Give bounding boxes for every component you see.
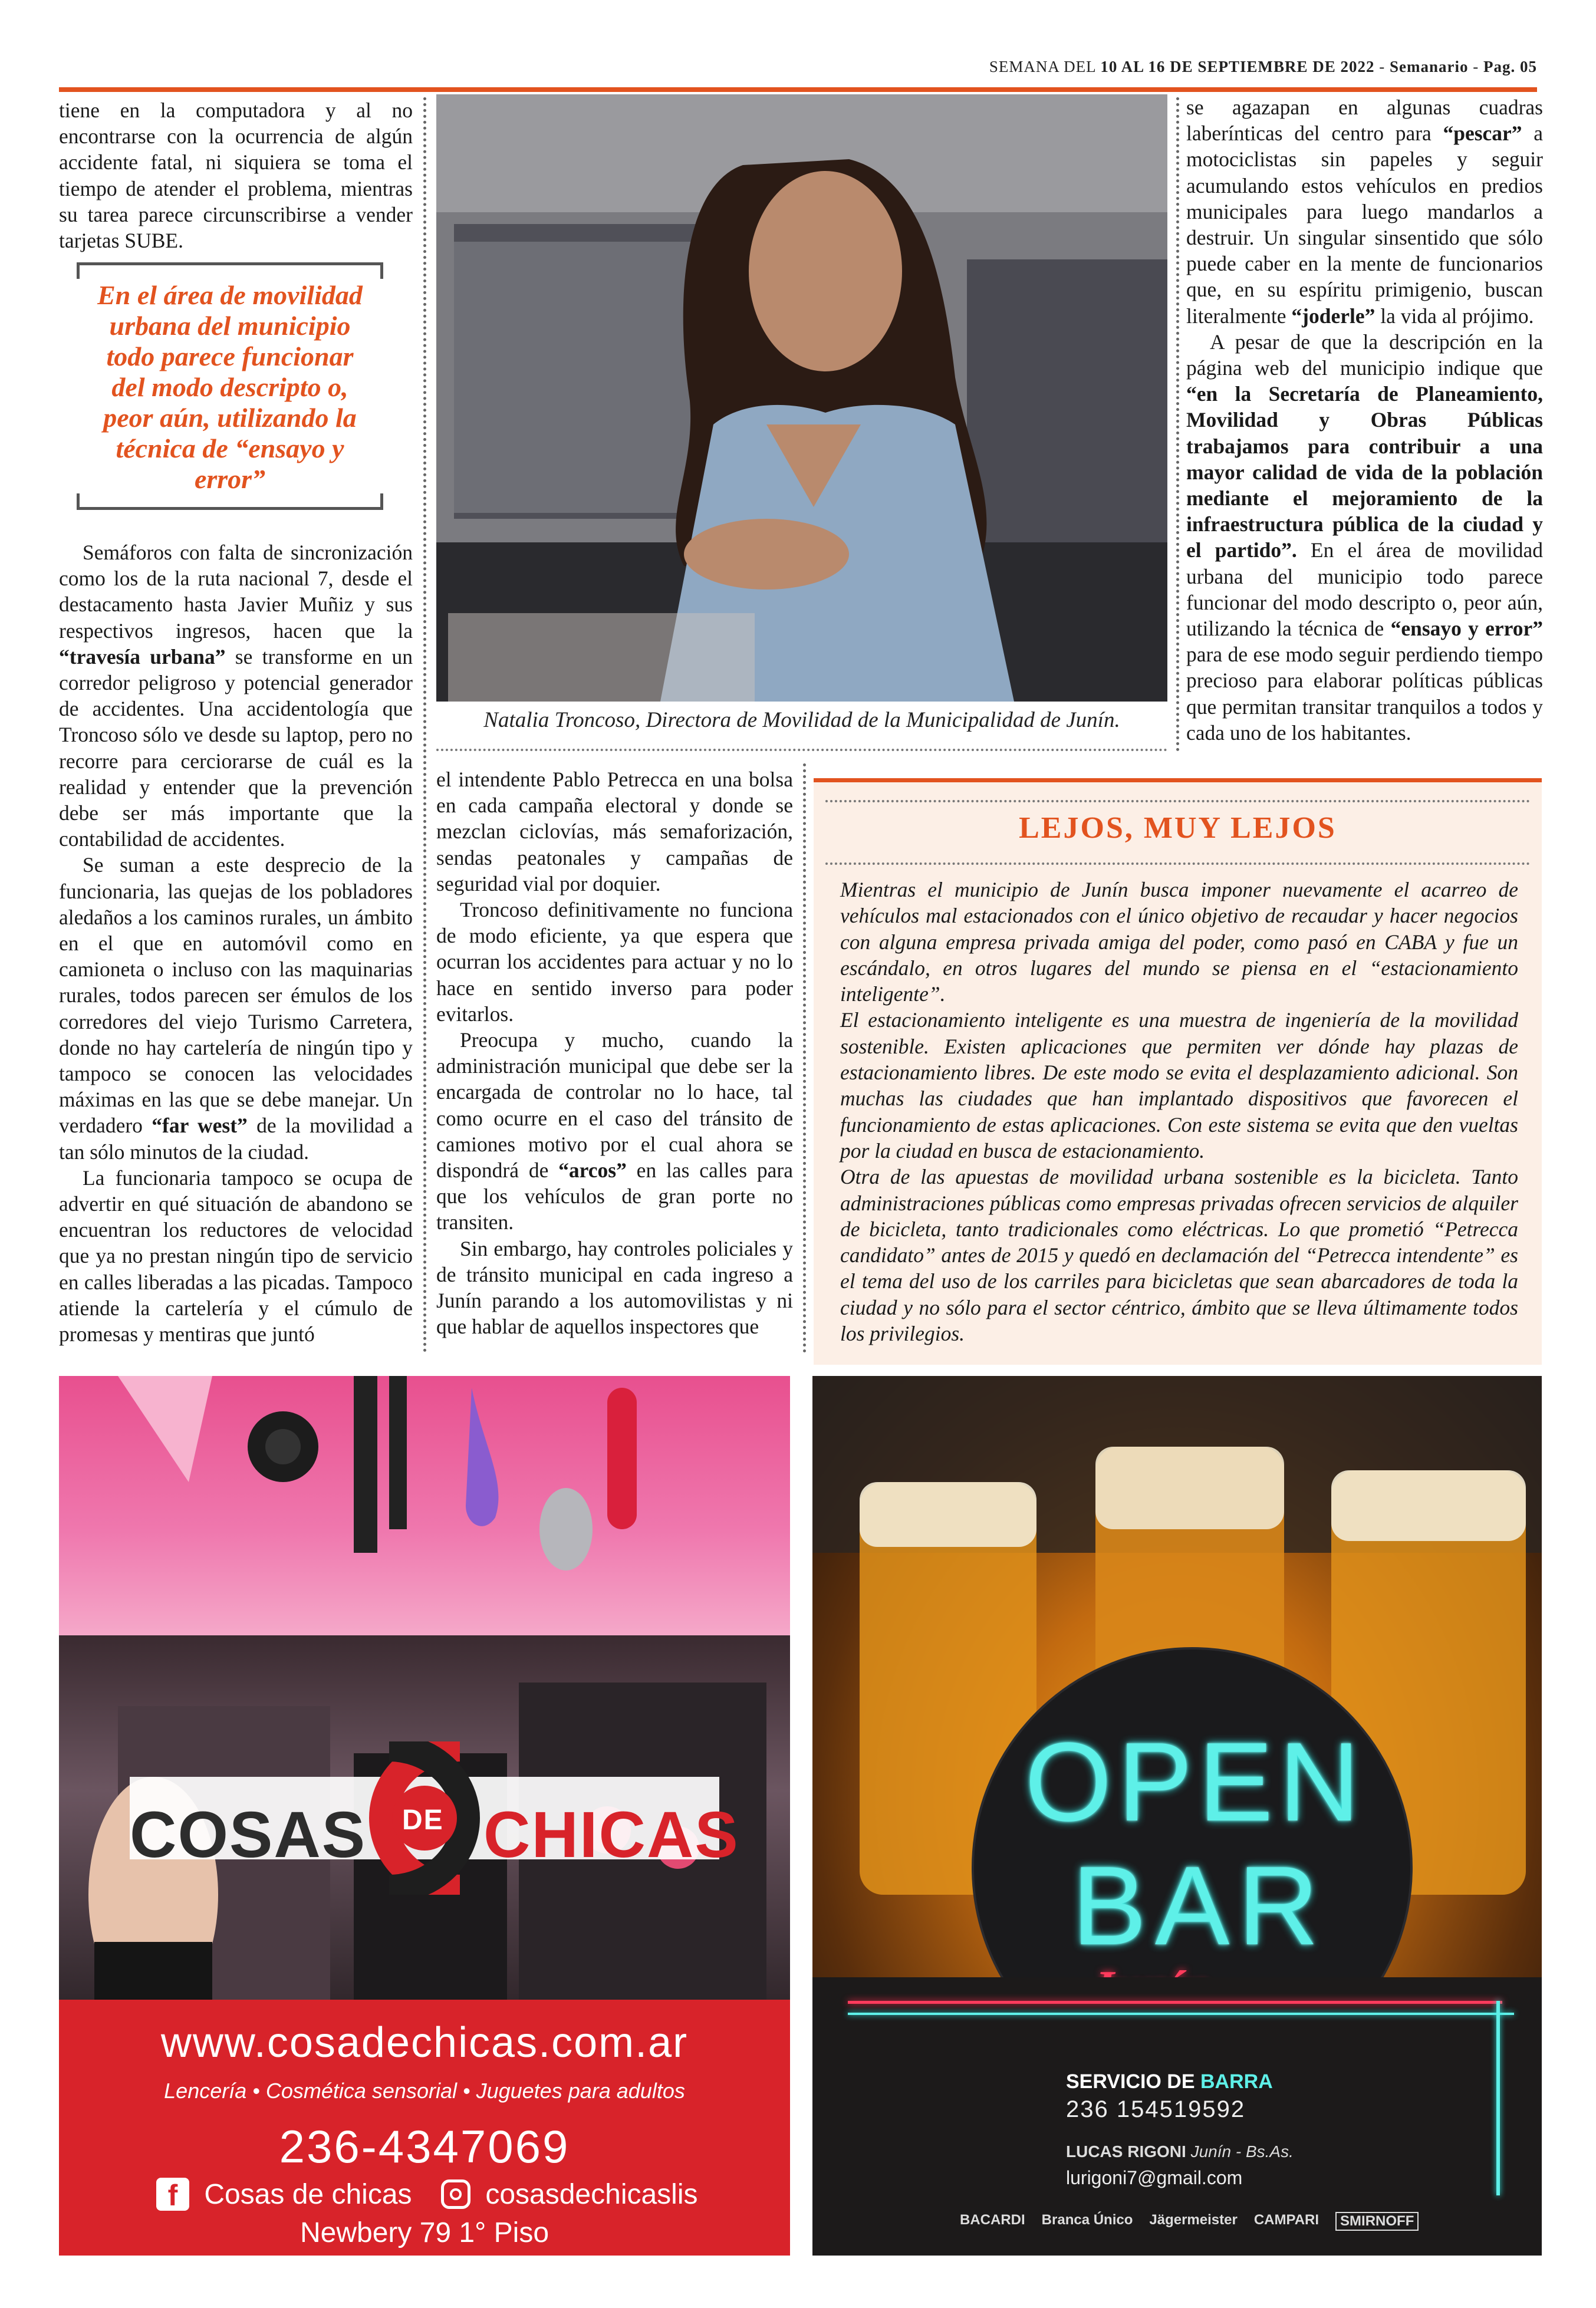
text-run: a motociclistas sin papeles y seguir acumulando estos vehículos en predios municipales para luego mandarlos a destruir. Un singular sinsentido que sólo puede caber en la mente de funcionarios que, en su espíritu primigenio, buscan literalmente bbox=[1186, 121, 1543, 328]
pull-quote-bracket-top bbox=[77, 262, 383, 279]
publication-name: Semanario bbox=[1390, 58, 1469, 75]
box-paragraph: El estacionamiento inteligente es una muestra de ingeniería de la movilidad sostenible. Existen aplicaciones que permiten ver dónde hay plazas de estacionamiento libres. De este modo se evita el desplazamiento adicional. Son muchas las ciudades que han implantado dispositivos que favorecen el funcionamiento de estas aplicaciones. Con este sistema se evita que den vueltas por la ciudad en busca de estacionamiento. bbox=[840, 1008, 1518, 1163]
emphasis: “far west” bbox=[152, 1114, 248, 1138]
column-divider bbox=[1176, 97, 1179, 752]
neon-bar-text: BAR bbox=[1072, 1843, 1327, 1968]
brand-logo: SMIRNOFF bbox=[1335, 2212, 1419, 2231]
article-paragraph bbox=[436, 1027, 793, 1236]
column-divider bbox=[423, 97, 426, 1353]
text-run: Preocupa y mucho, cuando la administración municipal que debe ser la encargada de controlar no lo hace, tal como ocurre en el caso del tránsito de camiones motivo por el cual ahora se dispondrá de bbox=[436, 1028, 793, 1183]
text-run: se transforme en un corredor peligroso y potencial generador de accidentes. Una accidentología que Troncoso sólo ve desde su laptop, pero no recorre para cerciorarse de cuál es la realidad y entender que la prevención debe ser más importante que la contabilidad de accidentes. bbox=[59, 644, 413, 851]
contact-email[interactable]: lurigoni7@gmail.com bbox=[1066, 2167, 1243, 2188]
portrait-photo-illustration bbox=[436, 94, 1167, 702]
text-run: Semáforos con falta de sincronización como los de la ruta nacional 7, desde el destacamento hasta Javier Muñiz y sus respectivos ingresos, hacen que la bbox=[59, 541, 413, 643]
ad-tagline: Lencería • Cosmética sensorial • Juguetes para adultos bbox=[164, 2079, 685, 2103]
ad-logo bbox=[130, 1741, 739, 1895]
advertisement-cosas-de-chicas[interactable] bbox=[59, 1376, 790, 2256]
brand-logo: BACARDI bbox=[960, 2212, 1025, 2228]
article-photo bbox=[436, 94, 1167, 702]
products-illustration bbox=[59, 1376, 790, 1635]
box-dotted-rule-bottom bbox=[825, 862, 1530, 865]
article-paragraph: tiene en la computadora y al no encontrarse con la ocurrencia de algún accidente fatal, ni siquiera se toma el tiempo de atender el problema, mientras su tarea parece circunscribirse a vender tarjetas SUBE. bbox=[59, 98, 413, 253]
header-prefix: SEMANA DEL bbox=[989, 58, 1101, 75]
article-paragraph bbox=[1186, 329, 1543, 746]
emphasis: “arcos” bbox=[558, 1158, 627, 1183]
contact-name bbox=[1066, 2142, 1294, 2161]
logo-word-chicas: CHICAS bbox=[483, 1799, 739, 1871]
sponsor-brands bbox=[960, 2212, 1526, 2231]
article-paragraph: Troncoso definitivamente no funciona de modo eficiente, ya que espera que ocurran los accidentes para actuar y no lo hace en sentido inverso para poder evitarlos. bbox=[436, 898, 793, 1026]
page-number: Pag. 05 bbox=[1483, 58, 1537, 75]
brand-logo: Jägermeister bbox=[1149, 2212, 1238, 2228]
service-label bbox=[1066, 2070, 1273, 2093]
caption-rule bbox=[436, 749, 1167, 751]
text-run: la vida al prójimo. bbox=[1375, 304, 1534, 328]
instagram-link[interactable] bbox=[441, 2177, 698, 2211]
emphasis: “travesía urbana” bbox=[59, 644, 226, 669]
article-paragraph: Sin embargo, hay controles policiales y de tránsito municipal en cada ingreso a Junín parando a los automovilistas y ni que hablar de aquellos inspectores que bbox=[436, 1236, 793, 1339]
article-paragraph bbox=[59, 852, 413, 1164]
contact-place: Junín - Bs.As. bbox=[1190, 2142, 1294, 2161]
column-divider bbox=[803, 763, 806, 1353]
box-body bbox=[840, 877, 1518, 1346]
pull-quote bbox=[77, 262, 383, 510]
brand-logo: CAMPARI bbox=[1253, 2212, 1319, 2228]
box-title: LEJOS, MUY LEJOS bbox=[1019, 811, 1337, 845]
facebook-icon: f bbox=[156, 2178, 189, 2211]
service-label-b: BARRA bbox=[1200, 2070, 1273, 2093]
article-paragraph: La funcionaria tampoco se ocupa de advertir en qué situación de abandono se encuentran los reductores de velocidad que ya no prestan ningún tipo de servicio en calles liberadas a las picadas. Tampoco atiende la cartelería y el cúmulo de promesas y mentiras que juntó bbox=[59, 1165, 413, 1346]
emphasis: “pescar” bbox=[1443, 121, 1522, 146]
neon-line-cyan bbox=[848, 2013, 1514, 2015]
contact-person: LUCAS RIGONI bbox=[1066, 2142, 1191, 2161]
text-run: A pesar de que la descripción en la página web del municipio indique que bbox=[1186, 330, 1543, 380]
text-run: En el área de movilidad urbana del municipio todo parece funcionar del modo descripto o, peor aún, utilizando la técnica de bbox=[1186, 538, 1543, 641]
emphasis: “en la Secretaría de Planeamiento, Movilidad y Obras Públicas trabajamos para contribuir a una mayor calidad de vida de la población mediante el mejoramiento de la infraestructura pública de la ciudad y el partido”. bbox=[1186, 382, 1543, 562]
ad-phone[interactable]: 236-4347069 bbox=[279, 2121, 570, 2172]
sidebar-box bbox=[814, 778, 1542, 1365]
pull-quote-bracket-bottom bbox=[77, 493, 383, 510]
article-paragraph bbox=[59, 539, 413, 852]
emphasis: “joderle” bbox=[1291, 304, 1375, 328]
photo-caption: Natalia Troncoso, Directora de Movilidad de la Municipalidad de Junín. bbox=[483, 708, 1120, 732]
facebook-handle: Cosas de chicas bbox=[204, 2178, 412, 2210]
header-separator: - bbox=[1374, 58, 1390, 75]
facebook-link[interactable] bbox=[156, 2177, 412, 2211]
issue-dates: 10 AL 16 DE SEPTIEMBRE DE 2022 bbox=[1100, 58, 1375, 75]
service-label-a: SERVICIO DE bbox=[1066, 2070, 1200, 2093]
ad-product-photo bbox=[59, 1376, 790, 1635]
box-paragraph: Otra de las apuestas de movilidad urbana sostenible es la bicicleta. Tanto administraciones públicas como empresas privadas ofrecen servicios de alquiler de bicicleta, tanto tradicionales como eléctricas. Lo que prometió “Petrecca candidato” antes de 2015 y quedó en declamación del “Petrecca intendente” es el tema del uso de los carriles para bicicletas que sean abarcadores de toda la ciudad y no sólo para el sector céntrico, ámbito que se lleva últimamente todos los privilegios. bbox=[840, 1165, 1518, 1346]
neon-line-red bbox=[848, 2001, 1502, 2004]
bar-phone[interactable]: 236 154519592 bbox=[1066, 2096, 1246, 2122]
column-1-bottom bbox=[59, 539, 413, 1347]
ad-website[interactable]: www.cosadechicas.com.ar bbox=[160, 2019, 689, 2066]
advertisement-open-bar[interactable] bbox=[812, 1376, 1542, 2256]
neon-line-vertical bbox=[1496, 2001, 1500, 2195]
page-header bbox=[59, 58, 1537, 87]
text-run: Se suman a este desprecio de la funcionaria, las quejas de los pobladores aledaños a los caminos rurales, un ámbito en el que en automóvil como en camioneta o incluso con las maquinarias rurales, todos parecen ser émulos de los corredores del viejo Turismo Carretera, donde no hay cartelería de ningún tipo y tampoco se conocen las velocidades máximas en las que se debe manejar. Un verdadero bbox=[59, 853, 413, 1138]
header-rule bbox=[59, 87, 1537, 92]
box-paragraph: Mientras el municipio de Junín busca imponer nuevamente el acarreo de vehículos mal estacionados con el único objetivo de recaudar y hacer negocios con alguna empresa privada amiga del poder, como pasó en CABA y fue un escándalo, en otros lugares del mundo se piensa en el “estacionamiento inteligente”. bbox=[840, 878, 1518, 1006]
neon-open-text: OPEN bbox=[1025, 1720, 1366, 1845]
column-2 bbox=[436, 766, 793, 1339]
pull-quote-text: En el área de movilidad urbana del municipio todo parece funcionar del modo descripto o, peor aún, utilizando la técnica de “ensayo y error” bbox=[97, 280, 363, 494]
text-run: para de ese modo seguir perdiendo tiempo precioso para elaborar políticas públicas que permitan transitar tranquilos a todos y cada uno de los habitantes. bbox=[1186, 643, 1543, 745]
logo-word-de: DE bbox=[402, 1805, 444, 1836]
article-paragraph bbox=[1186, 94, 1543, 329]
instagram-handle: cosasdechicaslis bbox=[485, 2178, 698, 2210]
text-run: en las calles para que los vehículos de gran porte no transiten. bbox=[436, 1158, 793, 1234]
column-3 bbox=[1186, 94, 1543, 746]
article-paragraph: el intendente Pablo Petrecca en una bolsa en cada campaña electoral y donde se mezclan ciclovías, más semaforización, sendas peatonales y campañas de seguridad vial por doquier. bbox=[436, 768, 793, 895]
header-text bbox=[989, 58, 1537, 76]
instagram-icon bbox=[441, 2179, 470, 2209]
brand-logo: Branca Único bbox=[1041, 2212, 1133, 2228]
logo-word-cosas: COSAS bbox=[130, 1799, 367, 1871]
box-dotted-rule-top bbox=[825, 800, 1530, 802]
emphasis: “ensayo y error” bbox=[1390, 617, 1543, 641]
text-run: de la movilidad a tan sólo minutos de la ciudad. bbox=[59, 1114, 413, 1164]
ad-address: Newbery 79 1° Piso bbox=[300, 2217, 549, 2248]
column-1-top bbox=[59, 97, 413, 253]
header-separator-2: - bbox=[1468, 58, 1483, 75]
text-run: se agazapan en algunas cuadras laberínticas del centro para bbox=[1186, 96, 1543, 146]
